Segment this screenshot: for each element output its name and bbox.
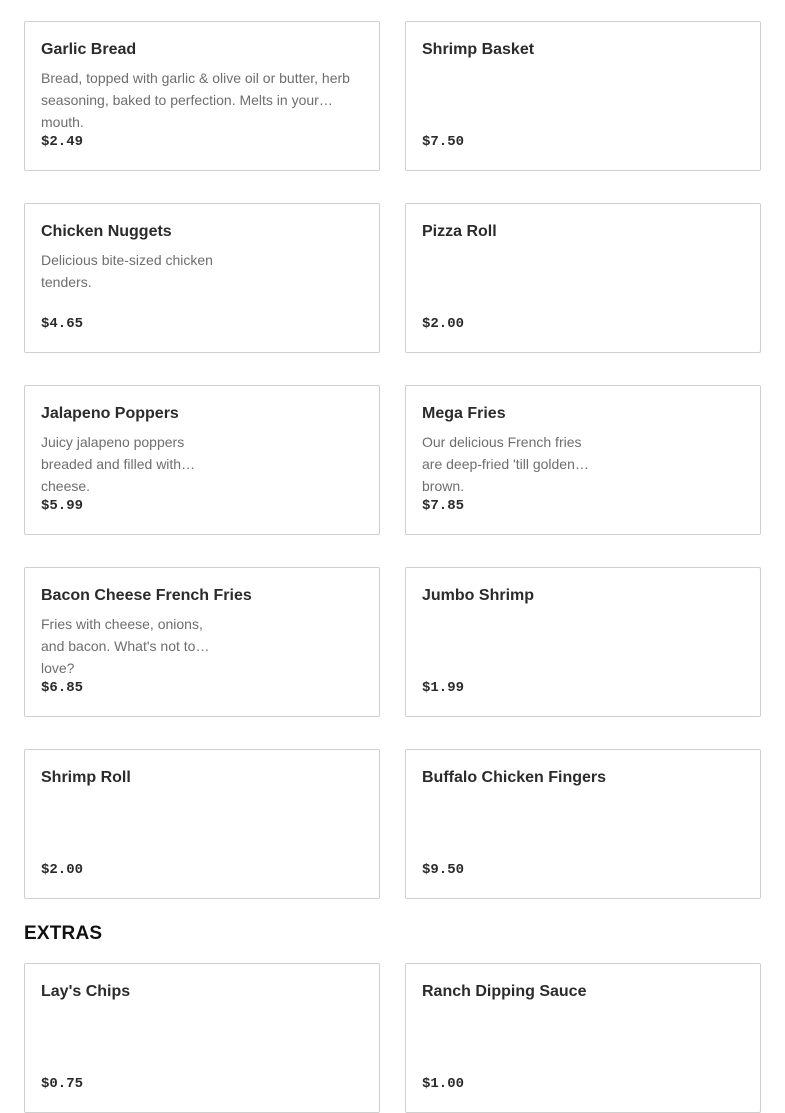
item-description: Fries with cheese, onions, and bacon. What's not to love? bbox=[41, 616, 203, 676]
item-price: $0.75 bbox=[41, 1076, 84, 1092]
item-name: Shrimp Basket bbox=[422, 41, 535, 58]
extra-item-card[interactable] bbox=[405, 963, 761, 1113]
menu-item-card[interactable] bbox=[405, 21, 761, 171]
menu-item-card[interactable] bbox=[24, 21, 380, 171]
menu-item-card[interactable] bbox=[24, 385, 380, 535]
item-description: Bread, topped with garlic & olive oil or butter, herb seasoning, baked to perfection. Melts in your mouth. bbox=[41, 70, 350, 130]
menu-item-card[interactable] bbox=[405, 203, 761, 353]
item-name: Ranch Dipping Sauce bbox=[422, 983, 587, 1000]
menu-item-card[interactable] bbox=[24, 203, 380, 353]
menu-items-grid bbox=[24, 21, 761, 899]
item-name: Mega Fries bbox=[422, 405, 506, 422]
menu-item-card[interactable] bbox=[405, 567, 761, 717]
menu-item-card[interactable] bbox=[405, 385, 761, 535]
item-price: $1.99 bbox=[422, 680, 465, 696]
item-description: Juicy jalapeno poppers breaded and filled with cheese. bbox=[41, 434, 185, 494]
item-price: $2.49 bbox=[41, 134, 84, 150]
item-name: Pizza Roll bbox=[422, 223, 497, 240]
extras-section-title: EXTRAS bbox=[24, 923, 103, 944]
item-price: $1.00 bbox=[422, 1076, 465, 1092]
item-price: $7.50 bbox=[422, 134, 465, 150]
menu-item-card[interactable] bbox=[24, 749, 380, 899]
item-price: $7.85 bbox=[422, 498, 465, 514]
item-name: Jumbo Shrimp bbox=[422, 587, 535, 604]
extra-item-card[interactable] bbox=[24, 963, 380, 1113]
extras-items-grid bbox=[24, 963, 761, 1113]
item-description: Delicious bite-sized chicken tenders. bbox=[41, 252, 213, 290]
item-price: $6.85 bbox=[41, 680, 84, 696]
item-name: Garlic Bread bbox=[41, 41, 137, 58]
item-name: Jalapeno Poppers bbox=[41, 405, 179, 422]
item-price: $5.99 bbox=[41, 498, 84, 514]
menu-item-card[interactable] bbox=[405, 749, 761, 899]
item-name: Bacon Cheese French Fries bbox=[41, 587, 252, 604]
menu-item-card[interactable] bbox=[24, 567, 380, 717]
item-price: $9.50 bbox=[422, 862, 465, 878]
item-price: $2.00 bbox=[41, 862, 84, 878]
item-name: Lay's Chips bbox=[41, 983, 131, 1000]
item-name: Buffalo Chicken Fingers bbox=[422, 769, 607, 786]
item-name: Shrimp Roll bbox=[41, 769, 131, 786]
item-description: Our delicious French fries are deep-fried 'till golden brown. bbox=[422, 434, 582, 494]
item-price: $2.00 bbox=[422, 316, 465, 332]
item-name: Chicken Nuggets bbox=[41, 223, 172, 240]
item-price: $4.65 bbox=[41, 316, 84, 332]
